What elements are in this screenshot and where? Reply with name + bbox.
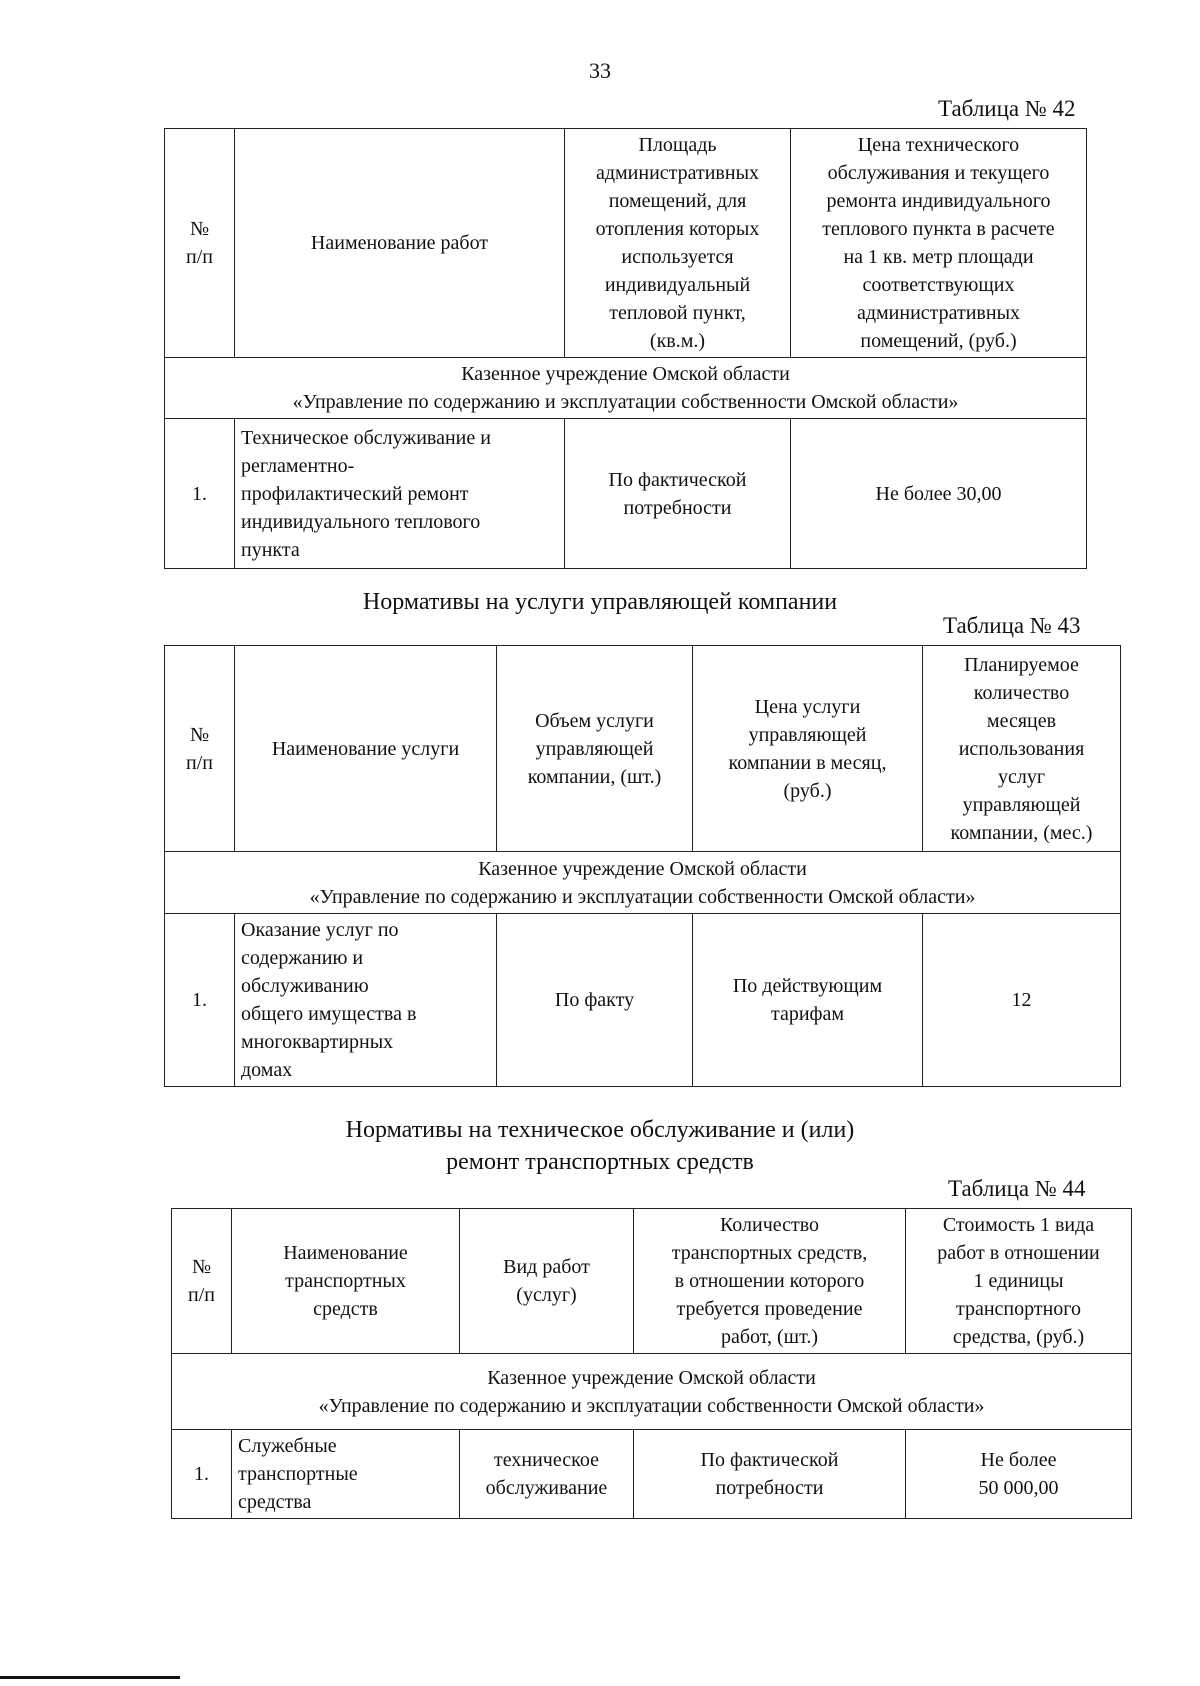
org-row — [165, 852, 1121, 914]
table-header-row — [165, 129, 1087, 358]
section-title — [0, 1114, 1200, 1178]
table-row — [165, 914, 1121, 1087]
header-cell: Наименование работ — [235, 129, 565, 358]
org-row — [165, 358, 1087, 419]
table-cell: По действующим тарифам — [693, 914, 923, 1087]
table-caption: Таблица № 43 — [943, 613, 1081, 638]
table-cell: Не более 30,00 — [791, 419, 1087, 569]
table-cell: 12 — [923, 914, 1121, 1087]
header-cell: Площадь административных помещений, для отопления которых используется индивидуальный тепловой пункт, (кв.м.) — [565, 129, 791, 358]
page-number: 33 — [589, 58, 611, 83]
header-cell: Цена технического обслуживания и текущего ремонта индивидуального теплового пункта в расчете на 1 кв. метр площади соответствующих административных помещений, (руб.) — [791, 129, 1087, 358]
table-43 — [164, 645, 1121, 1087]
org-cell: Казенное учреждение Омской области «Управление по содержанию и эксплуатации собственности Омской области» — [165, 358, 1087, 419]
header-cell: Цена услуги управляющей компании в месяц, (руб.) — [693, 646, 923, 852]
table-header-row — [172, 1209, 1132, 1354]
table-header-row — [165, 646, 1121, 852]
table-cell: По фактической потребности — [634, 1430, 906, 1519]
header-cell: Наименование услуги — [235, 646, 497, 852]
org-cell: Казенное учреждение Омской области «Управление по содержанию и эксплуатации собственности Омской области» — [172, 1354, 1132, 1430]
header-cell: Количество транспортных средств, в отношении которого требуется проведение работ, (шт.) — [634, 1209, 906, 1354]
table-42 — [164, 128, 1087, 569]
header-cell: № п/п — [165, 129, 235, 358]
table-cell: По фактической потребности — [565, 419, 791, 569]
table-cell: Техническое обслуживание и регламентно- профилактический ремонт индивидуального теплового пункта — [235, 419, 565, 569]
header-cell: Объем услуги управляющей компании, (шт.) — [497, 646, 693, 852]
header-cell: № п/п — [172, 1209, 232, 1354]
table-cell: По факту — [497, 914, 693, 1087]
org-cell: Казенное учреждение Омской области «Управление по содержанию и эксплуатации собственности Омской области» — [165, 852, 1121, 914]
table-cell: 1. — [165, 419, 235, 569]
table-caption: Таблица № 42 — [938, 96, 1076, 121]
header-cell: Наименование транспортных средств — [232, 1209, 460, 1354]
header-cell: Вид работ (услуг) — [460, 1209, 634, 1354]
section-title-text: Нормативы на техническое обслуживание и (или) ремонт транспортных средств — [345, 1117, 855, 1175]
section-title: Нормативы на услуги управляющей компании — [362, 589, 838, 615]
table-cell: Не более 50 000,00 — [906, 1430, 1132, 1519]
table-cell: 1. — [172, 1430, 232, 1519]
header-cell: № п/п — [165, 646, 235, 852]
table-row — [172, 1430, 1132, 1519]
scan-edge-line — [0, 1676, 180, 1679]
table-caption: Таблица № 44 — [948, 1176, 1086, 1201]
table-cell: Служебные транспортные средства — [232, 1430, 460, 1519]
table-cell: Оказание услуг по содержанию и обслуживанию общего имущества в многоквартирных домах — [235, 914, 497, 1087]
header-cell: Стоимость 1 вида работ в отношении 1 единицы транспортного средства, (руб.) — [906, 1209, 1132, 1354]
header-cell: Планируемое количество месяцев использования услуг управляющей компании, (мес.) — [923, 646, 1121, 852]
table-44 — [171, 1208, 1132, 1519]
table-row — [165, 419, 1087, 569]
table-cell: техническое обслуживание — [460, 1430, 634, 1519]
table-cell: 1. — [165, 914, 235, 1087]
org-row — [172, 1354, 1132, 1430]
